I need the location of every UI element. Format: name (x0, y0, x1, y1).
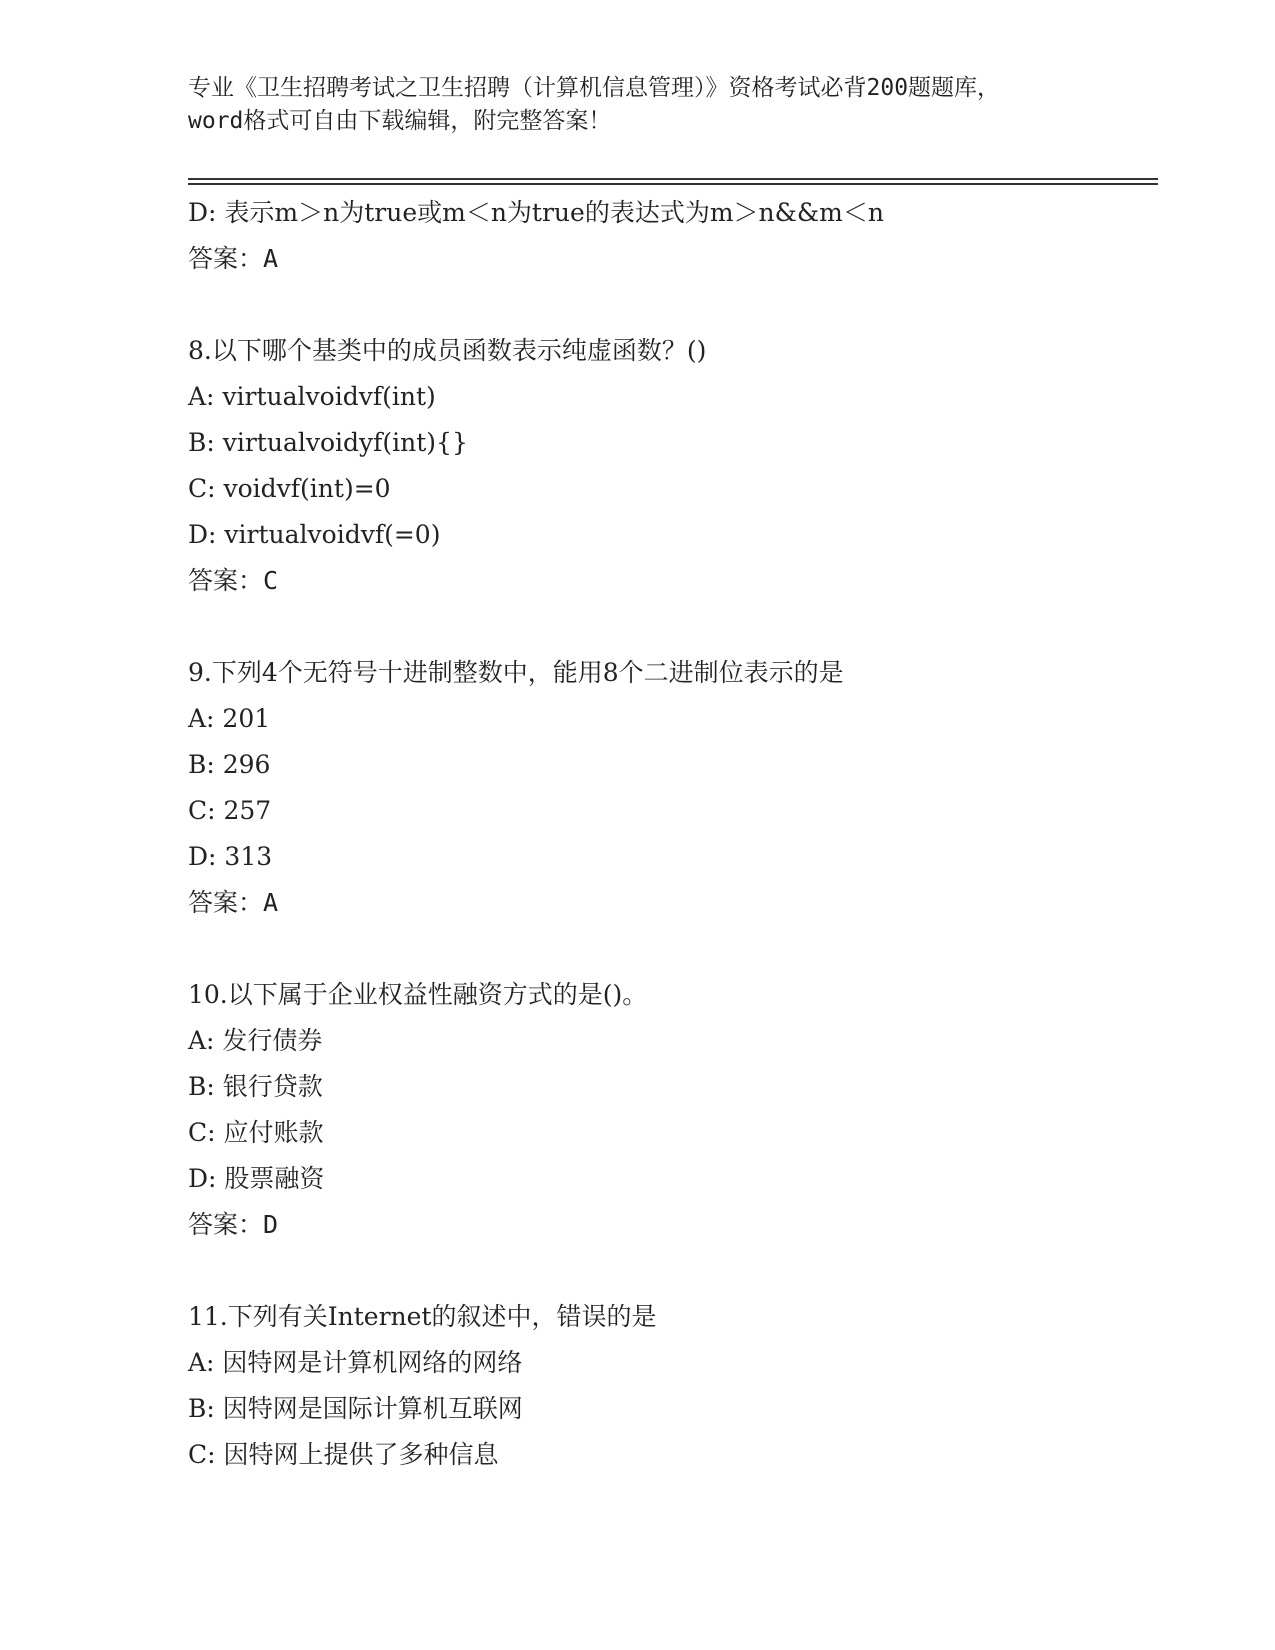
option-b: B: 银行贷款 (188, 1072, 323, 1101)
question-text: 9.下列4个无符号十进制整数中，能用8个二进制位表示的是 (188, 658, 844, 687)
question-text: 8.以下哪个基类中的成员函数表示纯虚函数？() (188, 336, 707, 365)
question-10 (188, 972, 1168, 1248)
document-header (188, 72, 1088, 138)
option-c: C: 应付账款 (188, 1118, 324, 1147)
option-d: D: 表示m＞n为true或m＜n为true的表达式为m＞n&&m＜n (188, 198, 884, 227)
answer: 答案：C (188, 566, 279, 595)
header-line-2: word格式可自由下载编辑，附完整答案！ (188, 108, 612, 134)
option-a: A: 201 (188, 704, 271, 733)
option-a: A: virtualvoidvf(int) (188, 382, 436, 411)
question-8 (188, 328, 1168, 604)
spacer (188, 282, 1168, 328)
option-a: A: 发行债券 (188, 1026, 323, 1055)
option-d: D: 313 (188, 842, 273, 871)
answer: 答案：D (188, 1210, 279, 1239)
question-7 (188, 190, 1168, 282)
header-divider-bottom (188, 183, 1158, 185)
header-divider-top (188, 178, 1158, 180)
option-b: B: 因特网是国际计算机互联网 (188, 1394, 523, 1423)
question-list (188, 190, 1168, 1478)
option-b: B: 296 (188, 750, 271, 779)
spacer (188, 1248, 1168, 1294)
question-text: 10.以下属于企业权益性融资方式的是()。 (188, 980, 648, 1009)
option-d: D: 股票融资 (188, 1164, 325, 1193)
option-d: D: virtualvoidvf(=0) (188, 520, 441, 549)
question-9 (188, 650, 1168, 926)
question-11 (188, 1294, 1168, 1478)
option-c: C: 257 (188, 796, 272, 825)
option-c: C: 因特网上提供了多种信息 (188, 1440, 499, 1469)
option-a: A: 因特网是计算机网络的网络 (188, 1348, 523, 1377)
answer: 答案：A (188, 244, 279, 273)
spacer (188, 604, 1168, 650)
option-c: C: voidvf(int)=0 (188, 474, 391, 503)
option-b: B: virtualvoidyf(int){} (188, 428, 468, 457)
spacer (188, 926, 1168, 972)
answer: 答案：A (188, 888, 279, 917)
header-line-1: 专业《卫生招聘考试之卫生招聘（计算机信息管理）》资格考试必背200题题库， (188, 75, 1001, 101)
question-text: 11.下列有关Internet的叙述中，错误的是 (188, 1302, 657, 1331)
